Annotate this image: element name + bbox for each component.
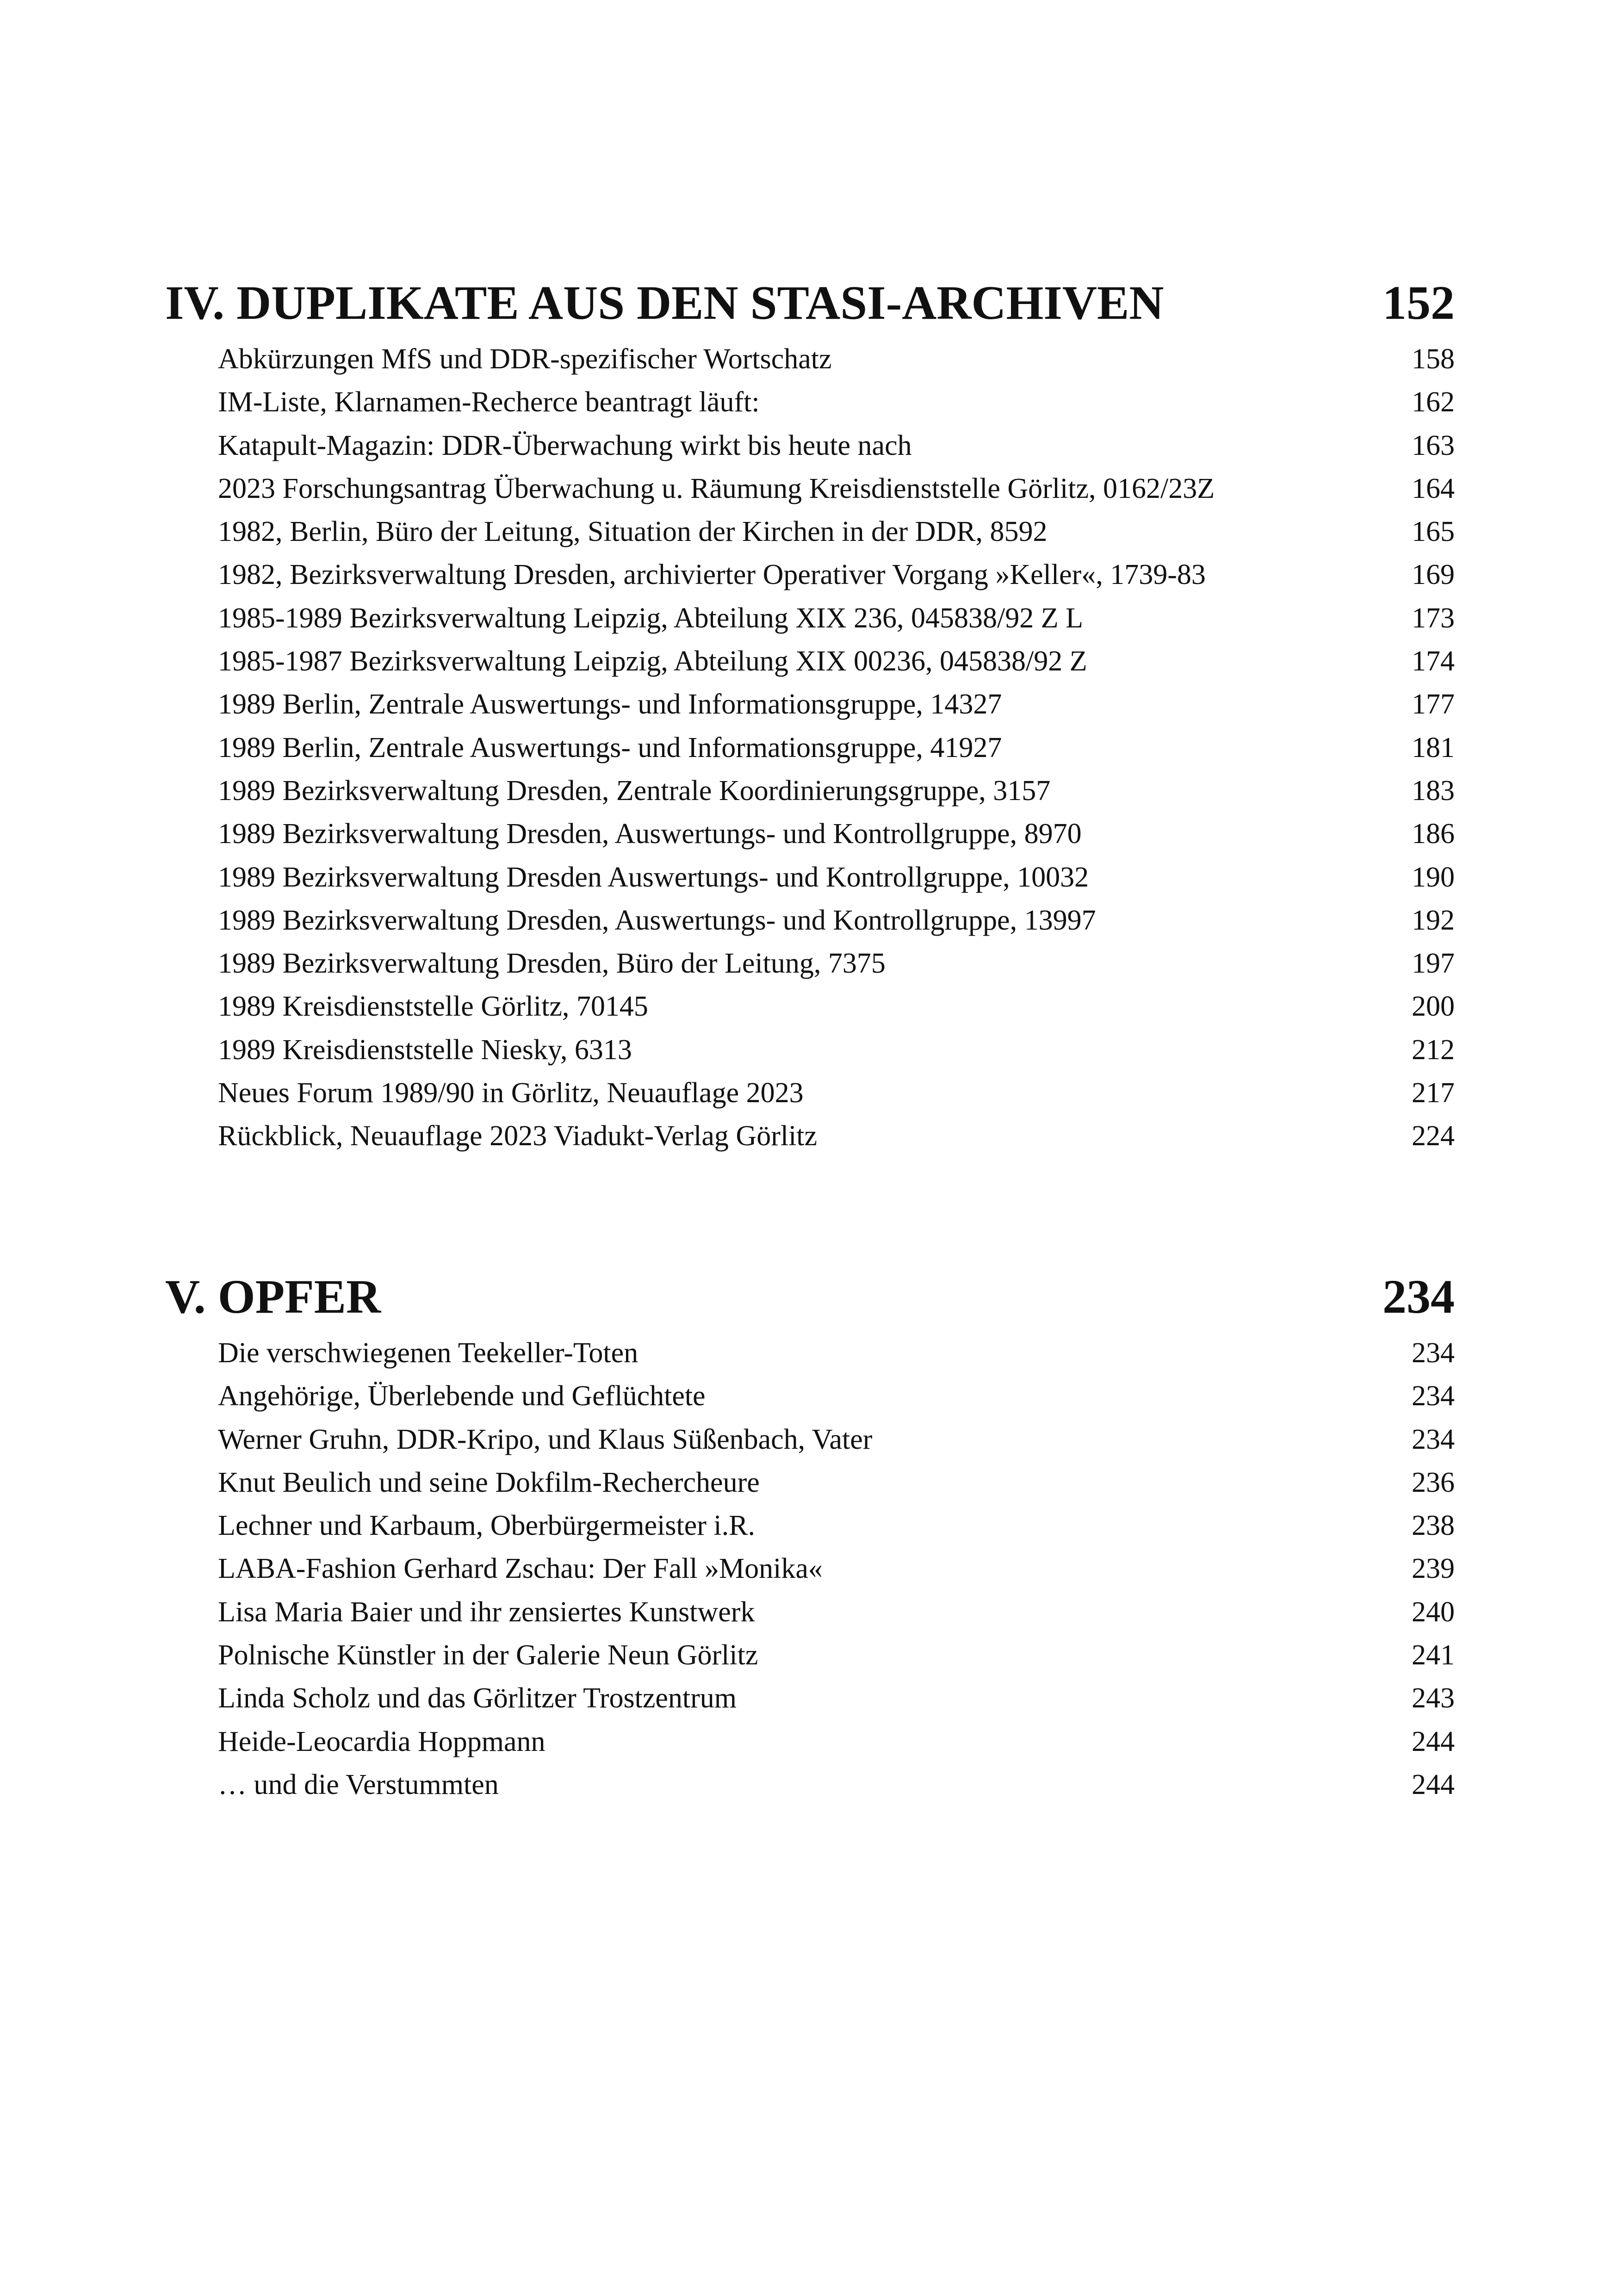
entry-title: 1989 Kreisdienststelle Görlitz, 70145 <box>218 991 648 1023</box>
toc-entry <box>218 985 1455 1028</box>
entry-page-number: 244 <box>1412 1769 1455 1800</box>
toc-entry <box>218 726 1455 769</box>
toc-entry <box>218 1634 1455 1677</box>
entry-page-number: 163 <box>1412 429 1455 461</box>
entry-page-number: 244 <box>1412 1725 1455 1757</box>
toc-entry <box>218 1677 1455 1720</box>
entry-page-number: 234 <box>1412 1337 1455 1369</box>
entry-title: 1989 Bezirksverwaltung Dresden Auswertungs- und Kontrollgruppe, 10032 <box>218 861 1089 893</box>
entry-title: Knut Beulich und seine Dokfilm-Rechercheure <box>218 1466 760 1498</box>
entry-page-number: 240 <box>1412 1596 1455 1628</box>
entry-title: 1982, Berlin, Büro der Leitung, Situation der Kirchen in der DDR, 8592 <box>218 516 1048 548</box>
entry-title: 1982, Bezirksverwaltung Dresden, archivierter Operativer Vorgang »Keller«, 1739-83 <box>218 559 1206 591</box>
toc-entry <box>218 597 1455 640</box>
entry-page-number: 243 <box>1412 1682 1455 1714</box>
entry-title: Die verschwiegenen Teekeller-Toten <box>218 1337 639 1369</box>
toc-entry <box>218 381 1455 424</box>
entry-title: Linda Scholz und das Görlitzer Trostzentrum <box>218 1682 737 1714</box>
section-title: IV. DUPLIKATE AUS DEN STASI-ARCHIVEN <box>165 276 1164 329</box>
entry-page-number: 239 <box>1412 1553 1455 1585</box>
toc-entry <box>218 424 1455 467</box>
entry-title: 1985-1987 Bezirksverwaltung Leipzig, Abteilung XIX 00236, 045838/92 Z <box>218 645 1087 677</box>
entry-page-number: 224 <box>1412 1120 1455 1152</box>
entry-page-number: 234 <box>1412 1380 1455 1412</box>
entry-title: 1989 Kreisdienststelle Niesky, 6313 <box>218 1034 632 1066</box>
entry-title: 1989 Bezirksverwaltung Dresden, Zentrale Koordinierungsgruppe, 3157 <box>218 775 1051 807</box>
entry-title: Polnische Künstler in der Galerie Neun Görlitz <box>218 1639 758 1671</box>
toc-entry <box>218 338 1455 381</box>
entry-title: … und die Verstummten <box>218 1769 499 1800</box>
section-page-number: 152 <box>1382 276 1455 329</box>
entry-title: 1989 Bezirksverwaltung Dresden, Auswertungs- und Kontrollgruppe, 8970 <box>218 818 1082 850</box>
entry-page-number: 238 <box>1412 1510 1455 1542</box>
entry-title: Heide-Leocardia Hoppmann <box>218 1725 546 1757</box>
toc-entry-list <box>165 338 1455 1158</box>
entry-page-number: 162 <box>1412 386 1455 418</box>
section-title: V. OPFER <box>165 1270 381 1323</box>
entry-title: Rückblick, Neuauflage 2023 Viadukt-Verlag Görlitz <box>218 1120 818 1152</box>
entry-page-number: 241 <box>1412 1639 1455 1671</box>
entry-page-number: 177 <box>1412 689 1455 720</box>
entry-title: 1989 Bezirksverwaltung Dresden, Büro der Leitung, 7375 <box>218 948 886 980</box>
toc-section-v <box>165 1267 1455 1806</box>
entry-page-number: 158 <box>1412 343 1455 375</box>
toc-entry <box>218 510 1455 553</box>
entry-title: Neues Forum 1989/90 in Görlitz, Neuauflage 2023 <box>218 1077 804 1109</box>
entry-title: Abkürzungen MfS und DDR-spezifischer Wortschatz <box>218 343 832 375</box>
entry-page-number: 192 <box>1412 904 1455 936</box>
toc-entry <box>218 856 1455 899</box>
entry-title: 1989 Berlin, Zentrale Auswertungs- und Informationsgruppe, 41927 <box>218 732 1002 763</box>
section-heading <box>165 1267 1455 1327</box>
entry-title: IM-Liste, Klarnamen-Recherce beantragt läuft: <box>218 386 760 418</box>
toc-entry <box>218 1332 1455 1375</box>
toc-entry-list <box>165 1332 1455 1806</box>
toc-entry <box>218 640 1455 683</box>
entry-title: 1985-1989 Bezirksverwaltung Leipzig, Abteilung XIX 236, 045838/92 Z L <box>218 602 1084 634</box>
entry-page-number: 217 <box>1412 1077 1455 1109</box>
entry-title: 2023 Forschungsantrag Überwachung u. Räumung Kreisdienststelle Görlitz, 0162/23Z <box>218 472 1215 504</box>
toc-entry <box>218 1547 1455 1590</box>
entry-page-number: 183 <box>1412 775 1455 807</box>
entry-page-number: 186 <box>1412 818 1455 850</box>
toc-entry <box>218 942 1455 985</box>
entry-page-number: 236 <box>1412 1466 1455 1498</box>
toc-entry <box>218 899 1455 942</box>
toc-entry <box>218 1418 1455 1461</box>
toc-entry <box>218 1072 1455 1115</box>
toc-entry <box>218 1591 1455 1634</box>
entry-page-number: 181 <box>1412 732 1455 763</box>
entry-page-number: 173 <box>1412 602 1455 634</box>
entry-title: Werner Gruhn, DDR-Kripo, und Klaus Süßenbach, Vater <box>218 1423 873 1455</box>
entry-page-number: 200 <box>1412 991 1455 1023</box>
entry-page-number: 169 <box>1412 559 1455 591</box>
toc-entry <box>218 1375 1455 1418</box>
toc-entry <box>218 1115 1455 1158</box>
entry-page-number: 190 <box>1412 861 1455 893</box>
entry-page-number: 197 <box>1412 948 1455 980</box>
entry-title: 1989 Berlin, Zentrale Auswertungs- und Informationsgruppe, 14327 <box>218 689 1002 720</box>
section-heading <box>165 273 1455 333</box>
entry-page-number: 234 <box>1412 1423 1455 1455</box>
entry-title: 1989 Bezirksverwaltung Dresden, Auswertungs- und Kontrollgruppe, 13997 <box>218 904 1096 936</box>
toc-entry <box>218 813 1455 856</box>
toc-entry <box>218 553 1455 596</box>
toc-entry <box>218 1461 1455 1504</box>
toc-section-iv <box>165 273 1455 1158</box>
entry-title: Lechner und Karbaum, Oberbürgermeister i.R. <box>218 1510 755 1542</box>
entry-page-number: 174 <box>1412 645 1455 677</box>
toc-entry <box>218 467 1455 510</box>
entry-page-number: 164 <box>1412 472 1455 504</box>
toc-entry <box>218 769 1455 813</box>
entry-page-number: 212 <box>1412 1034 1455 1066</box>
toc-entry <box>218 1720 1455 1763</box>
toc-entry <box>218 1029 1455 1072</box>
entry-title: Katapult-Magazin: DDR-Überwachung wirkt bis heute nach <box>218 429 912 461</box>
toc-entry <box>218 1504 1455 1547</box>
entry-title: LABA-Fashion Gerhard Zschau: Der Fall »Monika« <box>218 1553 823 1585</box>
toc-entry <box>218 1763 1455 1806</box>
toc-entry <box>218 683 1455 726</box>
section-page-number: 234 <box>1382 1270 1455 1323</box>
entry-title: Angehörige, Überlebende und Geflüchtete <box>218 1380 706 1412</box>
entry-page-number: 165 <box>1412 516 1455 548</box>
entry-title: Lisa Maria Baier und ihr zensiertes Kunstwerk <box>218 1596 755 1628</box>
